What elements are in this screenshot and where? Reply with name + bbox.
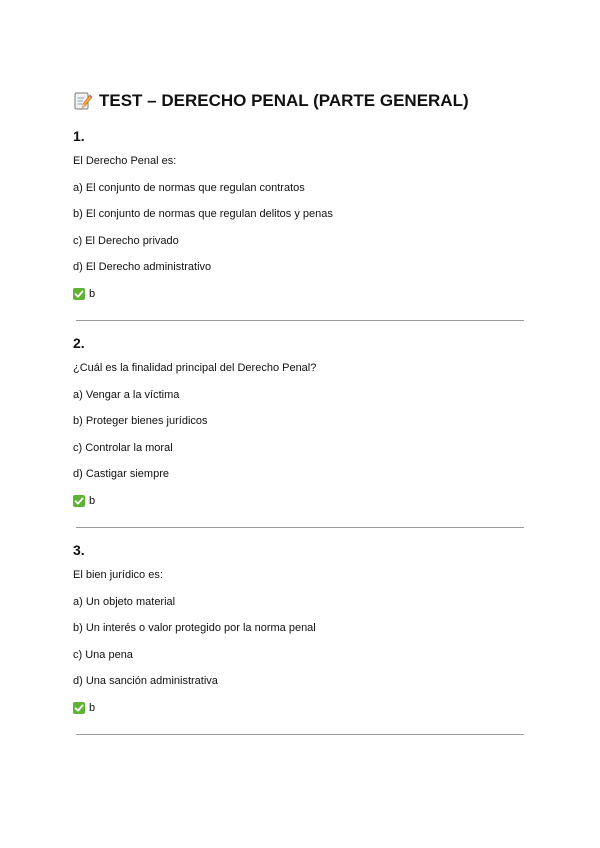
answer-value: b (89, 287, 96, 300)
answer (73, 286, 525, 302)
question-text: El Derecho Penal es: (73, 155, 177, 167)
answer-value: b (89, 701, 96, 714)
question-text: ¿Cuál es la finalidad principal del Derecho Penal? (73, 361, 317, 374)
answer-value: b (89, 494, 96, 507)
answer (73, 493, 525, 509)
question-number: 3. (73, 541, 85, 558)
option-a: a) El conjunto de normas que regulan contratos (73, 181, 305, 194)
answer (73, 700, 525, 716)
question-2 (73, 333, 525, 528)
divider (76, 527, 524, 528)
option-c: c) Controlar la moral (73, 441, 173, 454)
option-d: d) Castigar siempre (73, 468, 169, 481)
question-text: El bien jurídico es: (73, 568, 163, 581)
check-mark-icon (73, 288, 85, 300)
option-a: a) Vengar a la víctima (73, 388, 180, 401)
option-b: b) El conjunto de normas que regulan delitos y penas (73, 208, 333, 221)
divider (76, 320, 524, 321)
option-c: c) Una pena (73, 648, 133, 661)
option-a: a) Un objeto material (73, 595, 176, 608)
option-d: d) Una sanción administrativa (73, 675, 218, 688)
check-mark-icon (73, 495, 85, 507)
option-b: b) Proteger bienes jurídicos (73, 415, 208, 428)
option-d: d) El Derecho administrativo (73, 261, 212, 274)
memo-pencil-icon (73, 91, 93, 111)
document-page (73, 88, 525, 735)
option-c: c) El Derecho privado (73, 234, 179, 247)
check-mark-icon (73, 702, 85, 714)
question-3 (73, 540, 525, 735)
question-number: 2. (73, 334, 85, 351)
question-number: 1. (73, 128, 85, 144)
title-text: TEST – DERECHO PENAL (PARTE GENERAL) (99, 91, 469, 110)
page-title (73, 88, 525, 114)
question-1 (73, 126, 525, 321)
option-b: b) Un interés o valor protegido por la norma penal (73, 622, 316, 635)
divider (76, 734, 524, 735)
